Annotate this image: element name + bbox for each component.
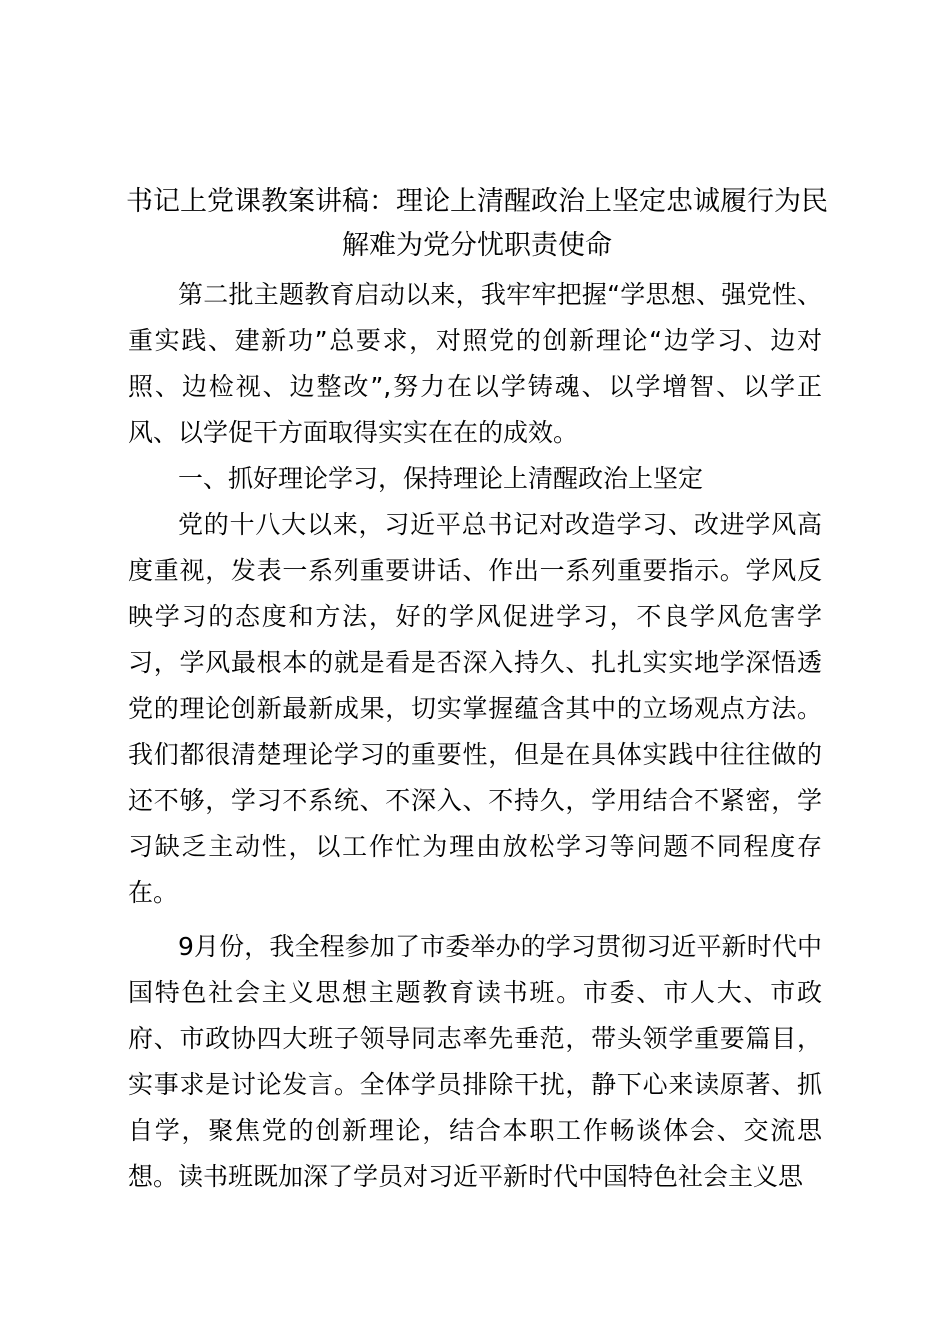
body-paragraph: 党的十八大以来，习近平总书记对改造学习、改进学风高度重视，发表一系列重要讲话、作出一系列重要指示。学风反映学习的态度和方法，好的学风促进学习，不良学风危害学习，学风最根本的就是看是否深入持久、扎扎实实地学深悟透党的理论创新最新成果，切实掌握蕴含其中的立场观点方法。我们都很清楚理论学习的重要性，但是在具体实践中往往做的还不够，学习不系统、不深入、不持久，学用结合不紧密，学习缺乏主动性，以工作忙为理由放松学习等问题不同程度存在。 — [128, 510, 822, 907]
body-paragraph: 9月份，我全程参加了市委举办的学习贯彻习近平新时代中国特色社会主义思想主题教育读书班。市委、市人大、市政府、市政协四大班子领导同志率先垂范，带头领学重要篇目，实事求是讨论发言。全体学员排除干扰，静下心来读原著、抓自学，聚焦党的创新理论，结合本职工作畅谈体会、交流思想。读书班既加深了学员对习近平新时代中国特色社会主义思 — [128, 932, 822, 1191]
intro-paragraph: 第二批主题教育启动以来，我牢牢把握“学思想、强党性、重实践、建新功”总要求，对照党的创新理论“边学习、边对照、边检视、边整改”,努力在以学铸魂、以学增智、以学正风、以学促干方面取得实实在在的成效。 — [128, 280, 822, 447]
section-heading: 一、抓好理论学习，保持理论上清醒政治上坚定 — [178, 464, 704, 493]
document-page — [126, 180, 828, 1200]
document-title: 书记上党课教案讲稿：理论上清醒政治上坚定忠诚履行为民解难为党分忧职责使命 — [126, 186, 828, 261]
